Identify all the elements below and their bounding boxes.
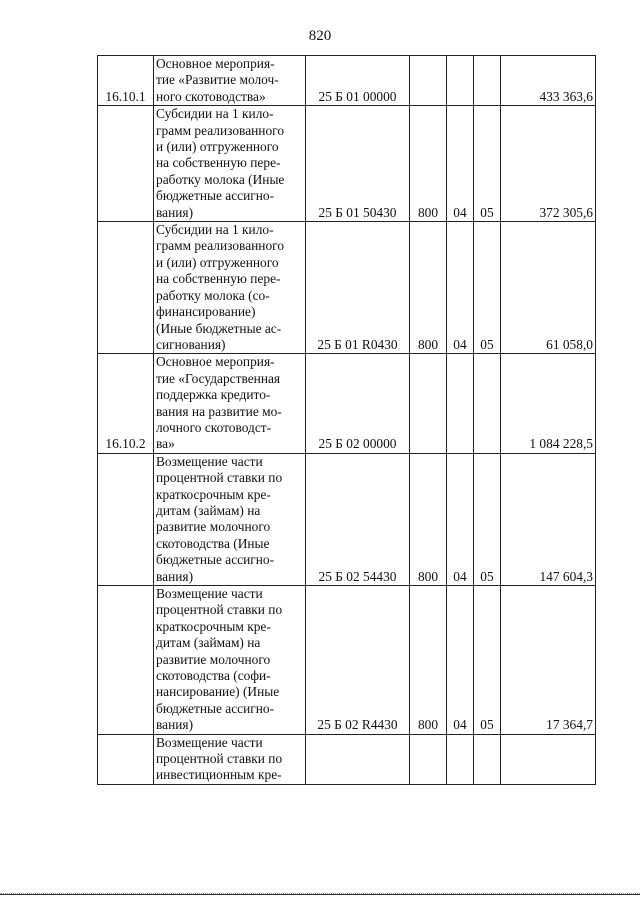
row-code-cell [98, 453, 154, 585]
row-name-cell: Возмещение части процентной ставки по инвестиционным кре- [154, 734, 306, 784]
row-vr-cell [410, 56, 447, 106]
row-csr-cell: 25 Б 02 00000 [306, 354, 410, 453]
table-row [98, 586, 596, 735]
row-amount-cell: 147 604,3 [501, 453, 596, 585]
row-pr-cell: 05 [474, 222, 501, 354]
row-vr-cell [410, 734, 447, 784]
table-row [98, 56, 596, 106]
row-csr-cell: 25 Б 02 54430 [306, 453, 410, 585]
scan-edge-line [0, 894, 640, 895]
row-rz-cell [447, 354, 474, 453]
row-amount-cell [501, 734, 596, 784]
table-body [98, 56, 596, 785]
row-pr-cell [474, 354, 501, 453]
row-rz-cell: 04 [447, 586, 474, 735]
row-name-cell: Основное мероприя- тие «Государственная поддержка кредито- вания на развитие мо- лочного скотоводст- ва» [154, 354, 306, 453]
row-name-cell: Возмещение части процентной ставки по краткосрочным кре- дитам (займам) на развитие молочного скотоводства (софи- нансирование) (Иные бюджетные ассигно- вания) [154, 586, 306, 735]
row-amount-cell: 1 084 228,5 [501, 354, 596, 453]
row-csr-cell: 25 Б 01 R0430 [306, 222, 410, 354]
row-csr-cell: 25 Б 02 R4430 [306, 586, 410, 735]
budget-table [97, 55, 596, 785]
row-code-cell [98, 222, 154, 354]
row-amount-cell: 372 305,6 [501, 106, 596, 222]
row-pr-cell: 05 [474, 586, 501, 735]
row-vr-cell: 800 [410, 222, 447, 354]
row-name-cell: Основное мероприя- тие «Развитие молоч- ного скотоводства» [154, 56, 306, 106]
row-amount-cell: 61 058,0 [501, 222, 596, 354]
row-code-cell [98, 734, 154, 784]
table-row [98, 734, 596, 784]
row-vr-cell: 800 [410, 586, 447, 735]
row-rz-cell: 04 [447, 106, 474, 222]
row-pr-cell: 05 [474, 453, 501, 585]
row-code-cell: 16.10.2 [98, 354, 154, 453]
row-vr-cell: 800 [410, 106, 447, 222]
row-pr-cell: 05 [474, 106, 501, 222]
row-pr-cell [474, 56, 501, 106]
row-csr-cell [306, 734, 410, 784]
row-name-cell: Субсидии на 1 кило- грамм реализованного и (или) отгруженного на собственную пере- работку молока (со- финансирование) (Иные бюджетные ас- сигнования) [154, 222, 306, 354]
table-row [98, 354, 596, 453]
row-name-cell: Субсидии на 1 кило- грамм реализованного и (или) отгруженного на собственную пере- работку молока (Иные бюджетные ассигно- вания) [154, 106, 306, 222]
row-rz-cell: 04 [447, 222, 474, 354]
row-code-cell [98, 106, 154, 222]
row-vr-cell: 800 [410, 453, 447, 585]
row-code-cell: 16.10.1 [98, 56, 154, 106]
table-row [98, 453, 596, 585]
row-rz-cell [447, 734, 474, 784]
row-name-cell: Возмещение части процентной ставки по краткосрочным кре- дитам (займам) на развитие молочного скотоводства (Иные бюджетные ассигно- вания) [154, 453, 306, 585]
row-amount-cell: 433 363,6 [501, 56, 596, 106]
page-number: 820 [308, 28, 332, 44]
row-csr-cell: 25 Б 01 00000 [306, 56, 410, 106]
row-vr-cell [410, 354, 447, 453]
row-pr-cell [474, 734, 501, 784]
row-amount-cell: 17 364,7 [501, 586, 596, 735]
table-row [98, 222, 596, 354]
row-rz-cell: 04 [447, 453, 474, 585]
row-code-cell [98, 586, 154, 735]
row-csr-cell: 25 Б 01 50430 [306, 106, 410, 222]
row-rz-cell [447, 56, 474, 106]
table-row [98, 106, 596, 222]
